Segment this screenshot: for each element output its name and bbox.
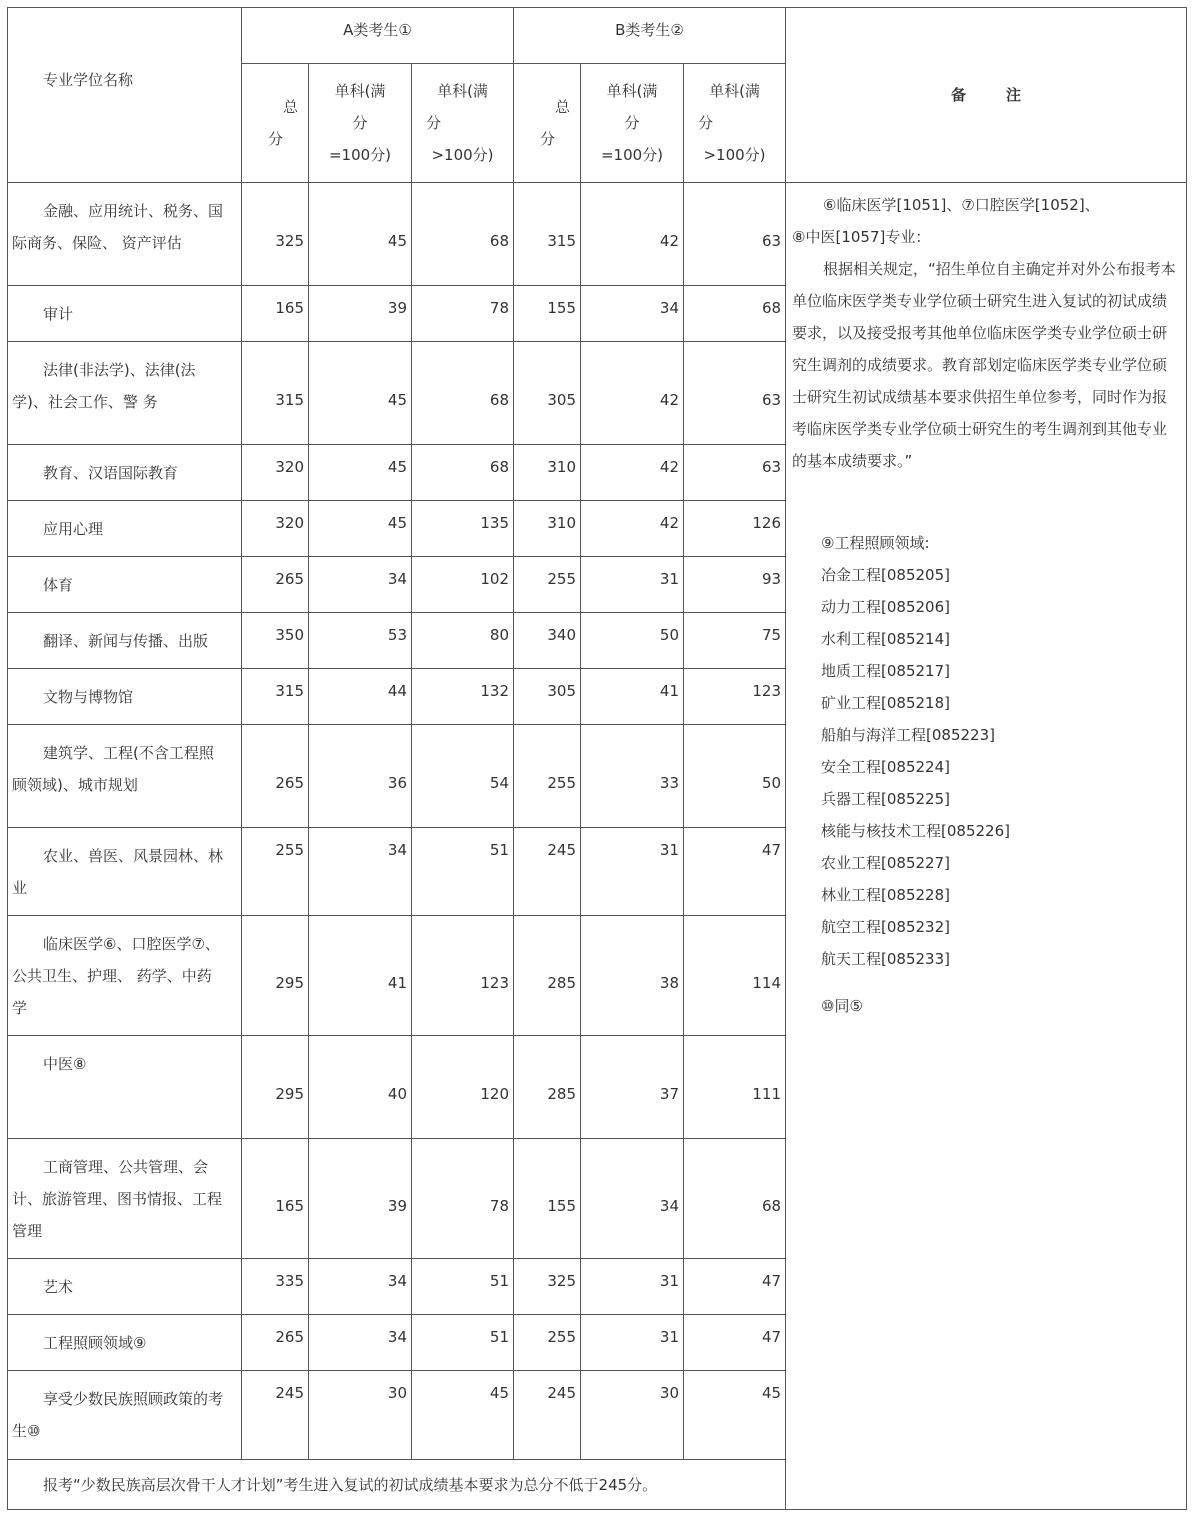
score-requirements-table: [7, 7, 1187, 1510]
major-name-cell: 审计: [8, 286, 242, 342]
remark-para1-line: ⑥临床医学[1051]、⑦口腔医学[1052]、: [823, 196, 1100, 214]
a-total-cell: 265: [242, 1315, 309, 1371]
major-name-cell: 翻译、新闻与传播、出版: [8, 613, 242, 669]
b-single-eq-cell: 31: [581, 1259, 684, 1315]
a-single-eq-cell: 44: [309, 669, 412, 725]
a-single-gt-cell: 78: [412, 286, 514, 342]
b-single-gt-cell: 68: [684, 1139, 786, 1259]
b-total-cell: 340: [514, 613, 581, 669]
a-single-eq-cell: 53: [309, 613, 412, 669]
engineering-field-item: 安全工程[085224]: [821, 758, 950, 776]
b-total-cell: 325: [514, 1259, 581, 1315]
b-total-cell: 245: [514, 828, 581, 916]
score-table-wrapper: [7, 7, 1187, 1510]
a-single-eq-cell: 39: [309, 286, 412, 342]
major-name-cell: 金融、应用统计、税务、国 际商务、保险、 资产评估: [8, 183, 242, 286]
a-total-cell: 245: [242, 1371, 309, 1460]
engineering-field-item: 航天工程[085233]: [821, 950, 950, 968]
a-single-gt-header: 单科(满 分 >100分): [412, 64, 514, 183]
a-single-gt-cell: 68: [412, 342, 514, 445]
group-b-header: B类考生②: [514, 8, 786, 64]
major-name-cell: 享受少数民族照顾政策的考 生⑩: [8, 1371, 242, 1460]
a-single-eq-cell: 30: [309, 1371, 412, 1460]
major-name-cell: 法律(非法学)、法律(法 学)、社会工作、警 务: [8, 342, 242, 445]
a-single-eq-header: 单科(满 分 =100分): [309, 64, 412, 183]
a-single-eq-cell: 40: [309, 1036, 412, 1139]
b-total-header: 总 分: [514, 64, 581, 183]
a-total-cell: 165: [242, 1139, 309, 1259]
a-single-eq-cell: 45: [309, 445, 412, 501]
engineering-field-item: 航空工程[085232]: [821, 918, 950, 936]
a-total-cell: 295: [242, 916, 309, 1036]
engineering-field-item: 动力工程[085206]: [821, 598, 950, 616]
major-name-cell: 体育: [8, 557, 242, 613]
remarks-header: 备 注: [786, 8, 1187, 183]
engineering-field-item: 矿业工程[085218]: [821, 694, 950, 712]
b-single-eq-cell: 31: [581, 557, 684, 613]
major-name-cell: 建筑学、工程(不含工程照 顾领域)、城市规划: [8, 725, 242, 828]
b-single-gt-cell: 75: [684, 613, 786, 669]
remarks-cell: [786, 183, 1187, 1510]
b-single-gt-cell: 68: [684, 286, 786, 342]
b-single-eq-cell: 37: [581, 1036, 684, 1139]
engineering-field-item: 水利工程[085214]: [821, 630, 950, 648]
major-name-cell: 艺术: [8, 1259, 242, 1315]
a-single-eq-cell: 45: [309, 342, 412, 445]
a-single-eq-cell: 34: [309, 1315, 412, 1371]
a-single-gt-cell: 135: [412, 501, 514, 557]
a-total-cell: 335: [242, 1259, 309, 1315]
a-total-cell: 325: [242, 183, 309, 286]
b-single-gt-cell: 47: [684, 1259, 786, 1315]
a-total-header: 总 分: [242, 64, 309, 183]
b-total-cell: 255: [514, 557, 581, 613]
remark-para1-line: ⑧中医[1057]专业：: [792, 228, 931, 246]
b-total-cell: 285: [514, 1036, 581, 1139]
a-single-gt-cell: 80: [412, 613, 514, 669]
a-single-eq-cell: 41: [309, 916, 412, 1036]
b-single-eq-cell: 50: [581, 613, 684, 669]
b-single-gt-cell: 123: [684, 669, 786, 725]
b-single-gt-cell: 63: [684, 183, 786, 286]
header-row-1: [8, 8, 1187, 64]
a-total-cell: 255: [242, 828, 309, 916]
a-single-gt-cell: 120: [412, 1036, 514, 1139]
b-single-eq-cell: 42: [581, 342, 684, 445]
b-single-gt-cell: 47: [684, 828, 786, 916]
a-single-eq-cell: 34: [309, 828, 412, 916]
b-single-gt-cell: 93: [684, 557, 786, 613]
a-single-gt-cell: 102: [412, 557, 514, 613]
a-single-gt-cell: 68: [412, 445, 514, 501]
a-total-cell: 315: [242, 669, 309, 725]
b-single-eq-cell: 38: [581, 916, 684, 1036]
engineering-field-item: 地质工程[085217]: [821, 662, 950, 680]
b-single-gt-cell: 114: [684, 916, 786, 1036]
a-single-eq-cell: 45: [309, 501, 412, 557]
b-total-cell: 245: [514, 1371, 581, 1460]
b-single-gt-cell: 126: [684, 501, 786, 557]
remark-para4: ⑩同⑤: [821, 997, 863, 1015]
a-single-eq-cell: 34: [309, 557, 412, 613]
engineering-field-item: 核能与核技术工程[085226]: [821, 822, 1010, 840]
a-total-cell: 350: [242, 613, 309, 669]
b-single-eq-header: 单科(满 分 =100分): [581, 64, 684, 183]
b-single-eq-cell: 42: [581, 183, 684, 286]
a-single-gt-cell: 123: [412, 916, 514, 1036]
engineering-field-item: 兵器工程[085225]: [821, 790, 950, 808]
b-total-cell: 310: [514, 445, 581, 501]
major-name-cell: 工程照顾领域⑨: [8, 1315, 242, 1371]
b-single-eq-cell: 31: [581, 1315, 684, 1371]
a-single-gt-cell: 78: [412, 1139, 514, 1259]
footnote-text: 报考“少数民族高层次骨干人才计划”考生进入复试的初试成绩基本要求为总分不低于245分。: [8, 1460, 786, 1510]
b-single-eq-cell: 30: [581, 1371, 684, 1460]
major-name-cell: 教育、汉语国际教育: [8, 445, 242, 501]
major-name-cell: 农业、兽医、风景园林、林 业: [8, 828, 242, 916]
b-single-gt-cell: 63: [684, 342, 786, 445]
table-row: [8, 183, 1187, 286]
b-single-gt-header: 单科(满 分 >100分): [684, 64, 786, 183]
b-total-cell: 155: [514, 1139, 581, 1259]
major-name-header: 专业学位名称: [8, 8, 242, 183]
a-single-gt-cell: 132: [412, 669, 514, 725]
a-total-cell: 265: [242, 557, 309, 613]
a-single-gt-cell: 45: [412, 1371, 514, 1460]
engineering-field-item: 船舶与海洋工程[085223]: [821, 726, 995, 744]
a-single-eq-cell: 36: [309, 725, 412, 828]
a-total-cell: 165: [242, 286, 309, 342]
a-total-cell: 320: [242, 501, 309, 557]
b-single-eq-cell: 33: [581, 725, 684, 828]
b-single-gt-cell: 63: [684, 445, 786, 501]
a-total-cell: 295: [242, 1036, 309, 1139]
b-single-eq-cell: 41: [581, 669, 684, 725]
b-single-eq-cell: 31: [581, 828, 684, 916]
b-total-cell: 315: [514, 183, 581, 286]
a-single-gt-cell: 68: [412, 183, 514, 286]
remark-para3-title: ⑨工程照顾领域:: [821, 534, 930, 552]
major-name-cell: 文物与博物馆: [8, 669, 242, 725]
engineering-field-item: 林业工程[085228]: [821, 886, 950, 904]
b-single-eq-cell: 34: [581, 1139, 684, 1259]
b-single-eq-cell: 42: [581, 501, 684, 557]
a-single-eq-cell: 34: [309, 1259, 412, 1315]
engineering-field-item: 农业工程[085227]: [821, 854, 950, 872]
a-single-gt-cell: 51: [412, 1259, 514, 1315]
a-single-gt-cell: 51: [412, 828, 514, 916]
a-single-gt-cell: 51: [412, 1315, 514, 1371]
group-a-header: A类考生①: [242, 8, 514, 64]
major-name-cell: 工商管理、公共管理、会 计、旅游管理、图书情报、工程 管理: [8, 1139, 242, 1259]
b-total-cell: 285: [514, 916, 581, 1036]
b-single-gt-cell: 47: [684, 1315, 786, 1371]
major-name-cell: 应用心理: [8, 501, 242, 557]
b-total-cell: 255: [514, 725, 581, 828]
b-single-eq-cell: 34: [581, 286, 684, 342]
engineering-field-item: 冶金工程[085205]: [821, 566, 950, 584]
remark-para2: 根据相关规定，“招生单位自主确定并对外公布报考本单位临床医学类专业学位硕士研究生进入复试的初试成绩要求，以及接受报考其他单位临床医学类专业学位硕士研究生调剂的成绩要求。教育部划定临床医学类专业学位硕士研究生初试成绩基本要求供招生单位参考，同时作为报考临床医学类专业学位硕士研究生的考生调剂到其他专业的基本成绩要求。”: [792, 260, 1176, 470]
a-single-eq-cell: 45: [309, 183, 412, 286]
b-total-cell: 155: [514, 286, 581, 342]
spacer: [792, 975, 1180, 990]
b-total-cell: 305: [514, 669, 581, 725]
a-total-cell: 315: [242, 342, 309, 445]
b-single-gt-cell: 50: [684, 725, 786, 828]
a-total-cell: 265: [242, 725, 309, 828]
b-single-gt-cell: 45: [684, 1371, 786, 1460]
b-single-gt-cell: 111: [684, 1036, 786, 1139]
major-name-cell: 中医⑧: [8, 1036, 242, 1139]
spacer: [792, 477, 1180, 527]
a-single-gt-cell: 54: [412, 725, 514, 828]
major-name-cell: 临床医学⑥、口腔医学⑦、 公共卫生、护理、 药学、中药 学: [8, 916, 242, 1036]
b-total-cell: 305: [514, 342, 581, 445]
b-single-eq-cell: 42: [581, 445, 684, 501]
b-total-cell: 255: [514, 1315, 581, 1371]
b-total-cell: 310: [514, 501, 581, 557]
a-single-eq-cell: 39: [309, 1139, 412, 1259]
a-total-cell: 320: [242, 445, 309, 501]
